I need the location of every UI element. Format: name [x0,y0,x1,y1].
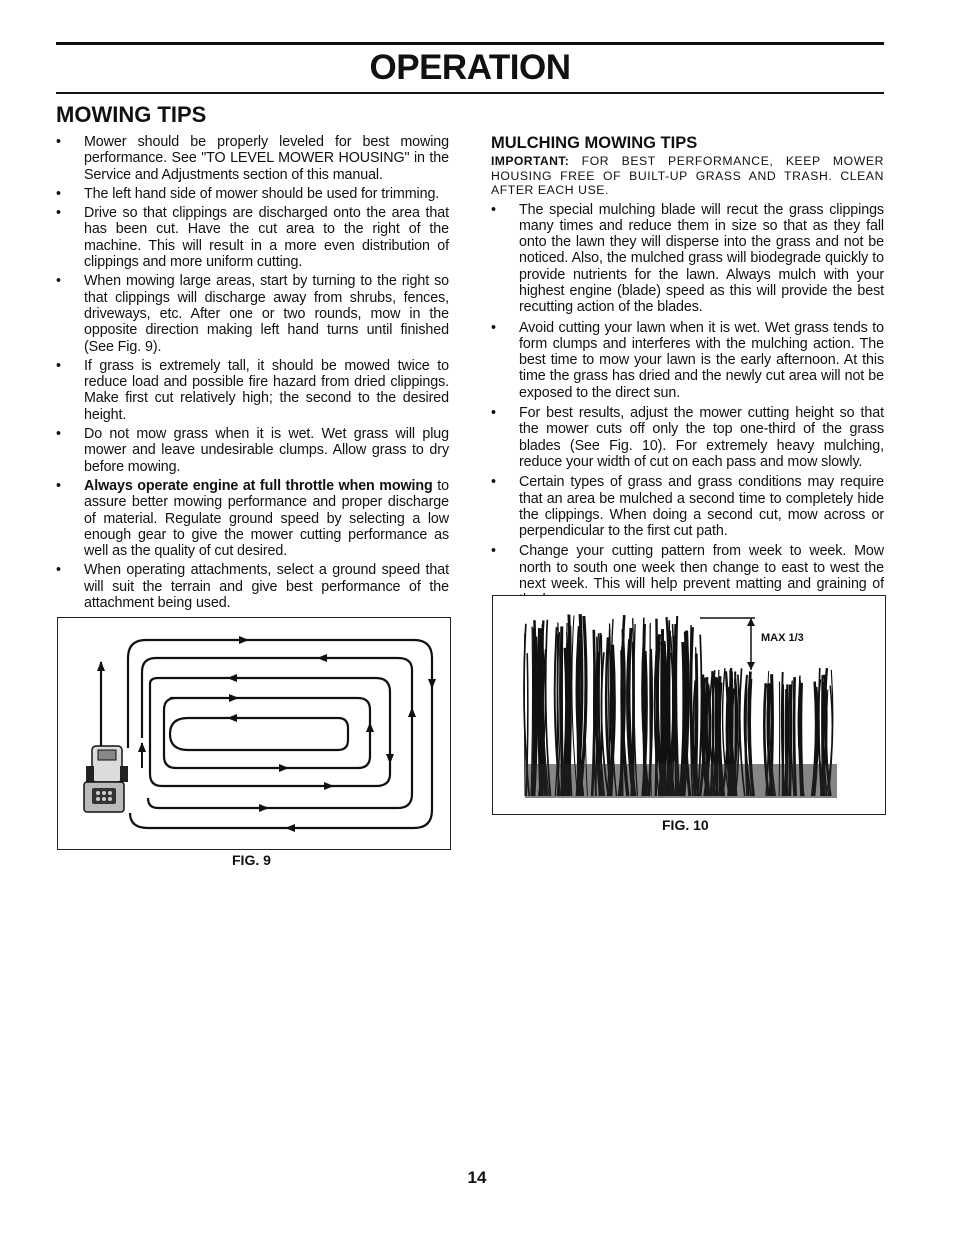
mowing-tips-list [56,134,449,611]
header-rule-bottom [56,92,884,94]
list-item: • Certain types of grass and grass conditions may require that an area be mulched a second time to completely hide the clippings. When doing a second cut, mow across or perpendicular to the first cut path. [491,474,884,539]
page-number: 14 [467,1168,487,1187]
list-item: • When mowing large areas, start by turning to the right so that clippings will discharge away from shrubs, fences, driveways, etc. After one or two rounds, mow in the opposite direction making left hand turns until finished (See Fig. 9). [56,273,449,354]
lawn-tractor-icon [84,746,128,812]
grass-illustration [493,596,885,814]
list-item: • For best results, adjust the mower cutting height so that the mower cuts off only the top one-third of the grass blades (See Fig. 10). For extremely heavy mulching, reduce your width of cut on each pass and mow slowly. [491,405,884,470]
direction-arrows [142,640,432,828]
fig9-mowing-pattern [57,617,451,850]
fig9-caption: FIG. 9 [232,852,271,868]
max-height-indicator [700,618,755,670]
mulching-tips-section [491,132,884,613]
list-item: • Do not mow grass when it is wet. Wet grass will plug mower and leave undesirable clumps. Allow grass to dry before mowing. [56,426,449,475]
fig10-grass-height [492,595,886,815]
list-item: • Change your cutting pattern from week to week. Mow north to south one week then change to east to west the next week. This will help prevent matting and graining of [491,543,884,608]
max-label: MAX 1/3 [761,632,804,644]
page-title: OPERATION [369,48,571,87]
list-item: • If grass is extremely tall, it should be mowed twice to reduce load and possible fire hazard from dried clippings. Make first cut relatively high; the second to the desired height. [56,358,449,423]
mowing-path [101,640,432,828]
grass-base [525,764,837,798]
list-item: • When operating attachments, select a ground speed that will suit the terrain and give best performance of the attachment being used. [56,562,449,611]
bold-instruction: Always operate engine at full throttle when mowing [84,477,433,494]
list-item: • Avoid cutting your lawn when it is wet. Wet grass tends to form clumps and interferes with the mulching action. The best time to mow your lawn is the early afternoon. At this time the grass has dried and the newly cut area will not be exposed to the direct sun. [491,320,884,401]
important-text: FOR BEST PERFORMANCE, KEEP MOWER HOUSING FREE OF BUILT-UP GRASS AND TRASH. CLEAN AFTER EACH USE. [491,154,884,197]
mulching-tips-heading: MULCHING MOWING TIPS [491,134,698,152]
mowing-pattern-diagram [58,618,450,849]
list-item: • The left hand side of mower should be used for trimming. [56,186,449,202]
list-item: • The special mulching blade will recut the grass clippings many times and reduce them in size so that as they fall onto the lawn they will disperse into the grass and not be noticed. Also, the mulched grass will biodegrade quickly to provide nutrients for the lawn. Always mulch with your highest engine (blade) speed as this will provide the best recutting action of the blades. [491,202,884,316]
mowing-tips-section [56,102,449,614]
list-item: • Drive so that clippings are discharged onto the area that has been cut. Have the cut area to the right of the machine. This will result in a more even distribution of clippings and more uniform cutting. [56,205,449,270]
fig10-caption: FIG. 10 [662,817,709,833]
mowing-tips-heading: MOWING TIPS [56,102,207,127]
important-label: IMPORTANT: [491,154,570,168]
important-note [491,154,884,198]
bold-instruction-rest: to assure better mowing performance and proper discharge of material. Regulate ground speed by selecting a low enough gear to give the mower cutting performance as well as the quality of cut desired. [84,477,449,560]
list-item: • Mower should be properly leveled for best mowing performance. See "TO LEVEL MOWER HOUSING" in the Service and Adjustments section of this manual. [56,134,449,183]
mulching-tips-list [491,202,884,609]
header-rule-top [56,42,884,45]
list-item [56,478,449,559]
